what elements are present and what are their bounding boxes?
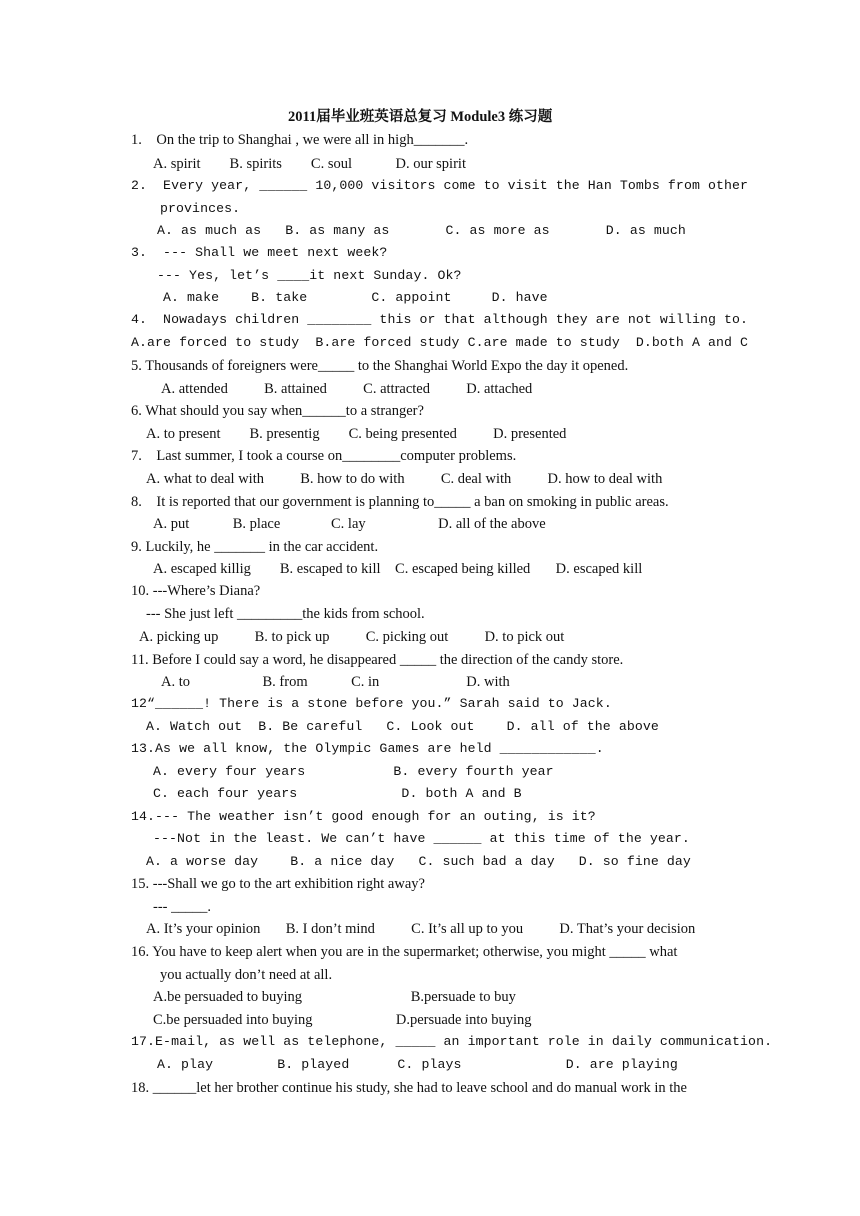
question-8-options: A. put B. place C. lay D. all of the above [153,516,546,532]
question-14-reply: ---Not in the least. We can’t have ______ at this time of the year. [153,831,690,846]
question-13-options-row-2: C. each four years D. both A and B [153,786,522,801]
question-14-options: A. a worse day B. a nice day C. such bad a day D. so fine day [146,854,691,869]
question-17: 17.E-mail, as well as telephone, _____ an important role in daily communication. [131,1034,773,1049]
question-15-reply: --- _____. [153,899,211,915]
question-3-options: A. make B. take C. appoint D. have [163,290,548,305]
question-6-options: A. to present B. presentig C. being presented D. presented [146,426,567,442]
question-13-options-row-1: A. every four years B. every fourth year [153,764,554,779]
question-6: 6. What should you say when______to a stranger? [131,403,424,419]
question-15: 15. ---Shall we go to the art exhibition right away? [131,876,425,892]
question-10-options: A. picking up B. to pick up C. picking out D. to pick out [139,629,565,645]
question-12-options: A. Watch out B. Be careful C. Look out D. all of the above [146,719,659,734]
question-8: 8. It is reported that our government is planning to_____ a ban on smoking in public areas. [131,494,669,510]
question-3: 3. --- Shall we meet next week? [131,245,388,260]
question-12: 12“______! There is a stone before you.” Sarah said to Jack. [131,696,612,711]
question-13: 13.As we all know, the Olympic Games are held ____________. [131,741,604,756]
question-14: 14.--- The weather isn’t good enough for an outing, is it? [131,809,596,824]
question-4-options: A.are forced to study B.are forced study C.are made to study D.both A and C [131,335,749,350]
question-1-options: A. spirit B. spirits C. soul D. our spirit [153,156,466,172]
question-16: 16. You have to keep alert when you are in the supermarket; otherwise, you might _____ what [131,944,678,960]
question-3-reply: --- Yes, let’s ____it next Sunday. Ok? [157,268,462,283]
question-16-options-row-2: C.be persuaded into buying D.persuade into buying [153,1012,532,1028]
question-4: 4. Nowadays children ________ this or that although they are not willing to. [131,312,749,327]
question-1: 1. On the trip to Shanghai , we were all in high_______. [131,132,469,148]
question-9-options: A. escaped killig B. escaped to kill C. escaped being killed D. escaped kill [153,561,643,577]
question-15-options: A. It’s your opinion B. I don’t mind C. It’s all up to you D. That’s your decision [146,921,696,937]
question-18: 18. ______let her brother continue his study, she had to leave school and do manual work in the [131,1080,687,1096]
question-7-options: A. what to deal with B. how to do with C. deal with D. how to deal with [146,471,663,487]
question-2-continued: provinces. [160,201,241,216]
question-5-options: A. attended B. attained C. attracted D. attached [161,381,533,397]
question-9: 9. Luckily, he _______ in the car accident. [131,539,379,555]
question-17-options: A. play B. played C. plays D. are playing [157,1057,678,1072]
question-10: 10. ---Where’s Diana? [131,583,261,599]
question-11-options: A. to B. from C. in D. with [161,674,510,690]
question-2: 2. Every year, ______ 10,000 visitors come to visit the Han Tombs from other [131,178,749,193]
question-11: 11. Before I could say a word, he disappeared _____ the direction of the candy store. [131,652,624,668]
document-title: 2011届毕业班英语总复习 Module3 练习题 [288,109,553,125]
question-10-reply: --- She just left _________the kids from school. [146,606,425,622]
question-16-options-row-1: A.be persuaded to buying B.persuade to buy [153,989,516,1005]
question-7: 7. Last summer, I took a course on________computer problems. [131,448,517,464]
question-5: 5. Thousands of foreigners were_____ to the Shanghai World Expo the day it opened. [131,358,629,374]
question-2-options: A. as much as B. as many as C. as more as D. as much [157,223,686,238]
question-16-continued: you actually don’t need at all. [160,967,333,983]
